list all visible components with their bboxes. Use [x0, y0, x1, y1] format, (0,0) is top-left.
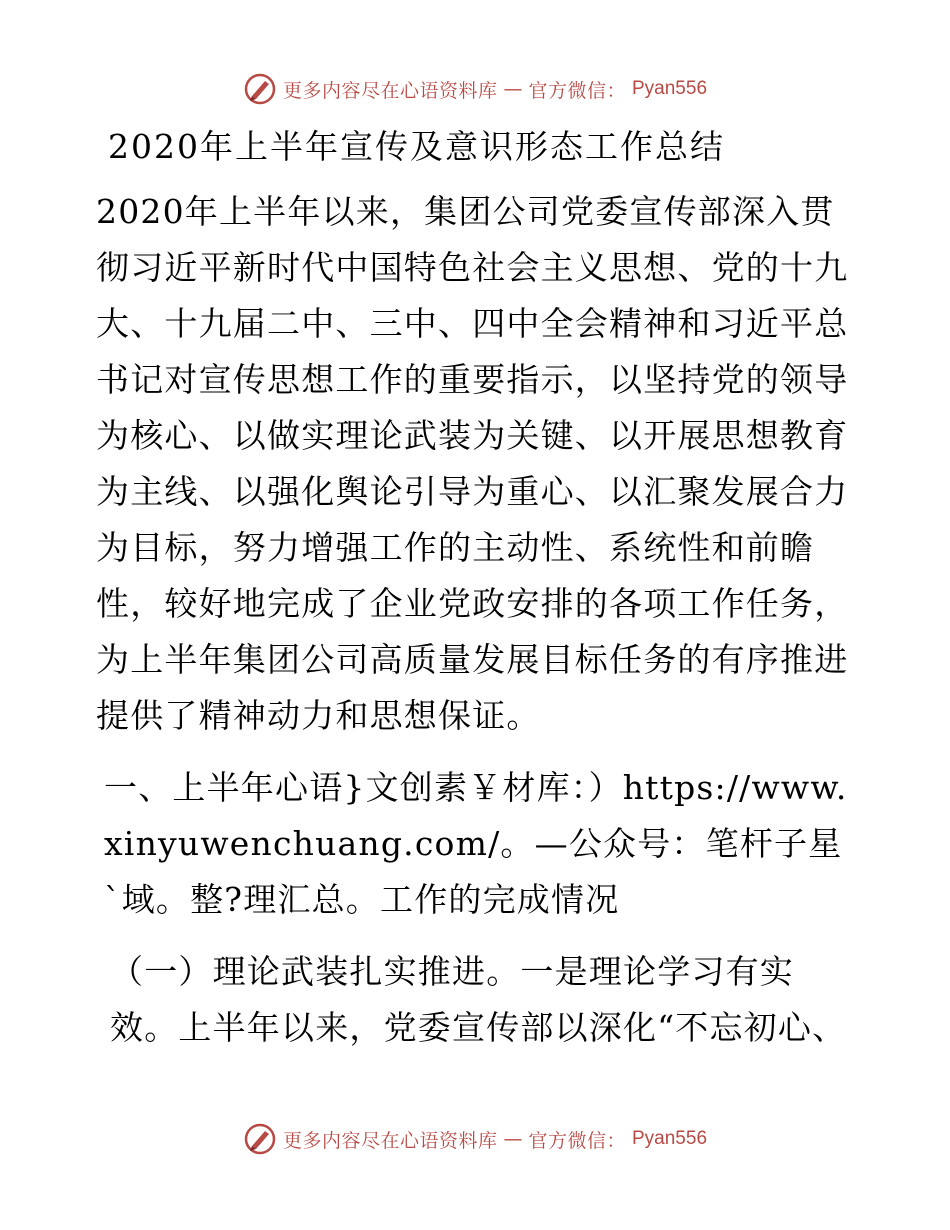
pen-logo-icon: [243, 1122, 277, 1156]
watermark-text: 更多内容尽在心语资料库: [282, 79, 498, 102]
watermark-text: 更多内容尽在心语资料库: [282, 1129, 498, 1152]
watermark-account-id: Pyan556: [632, 78, 708, 99]
watermark-account-label: 官方微信：: [528, 1129, 626, 1152]
paragraph-subsection-one: （一）理论武装扎实推进。一是理论学习有实效。上半年以来，党委宣传部以深化“不忘初心、: [110, 952, 847, 1047]
watermark-separator: —: [503, 78, 523, 100]
watermark-separator: —: [503, 1128, 523, 1150]
paragraph-intro: 2020年上半年以来，集团公司党委宣传部深入贯彻习近平新时代中国特色社会主义思想、党的十九大、十九届二中、三中、四中全会精神和习近平总书记对宣传思想工作的重要指示，以坚持党的领导为核心、以做实理论武装为关键、以开展思想教育为主线、以强化舆论引导为重心、以汇聚发展合力为目标，努力增强工作的主动性、系统性和前瞻性，较好地完成了企业党政安排的各项工作任务，为上半年集团公司高质量发展目标任务的有序推进提供了精神动力和思想保证。: [96, 192, 849, 735]
watermark-header: [0, 72, 950, 106]
document-body: [96, 122, 856, 1072]
document-title: 2020年上半年宣传及意识形态工作总结: [108, 127, 725, 166]
pen-logo-icon: [243, 72, 277, 106]
watermark-account-id: Pyan556: [632, 1128, 708, 1149]
watermark-footer: [0, 1122, 950, 1156]
watermark-account-label: 官方微信：: [528, 79, 626, 102]
section-heading-one: 一、上半年心语}文创素￥材库：）https://www.xinyuwenchuang.com/。—公众号：笔杆子星`域。整?理汇总。工作的完成情况: [104, 768, 848, 919]
